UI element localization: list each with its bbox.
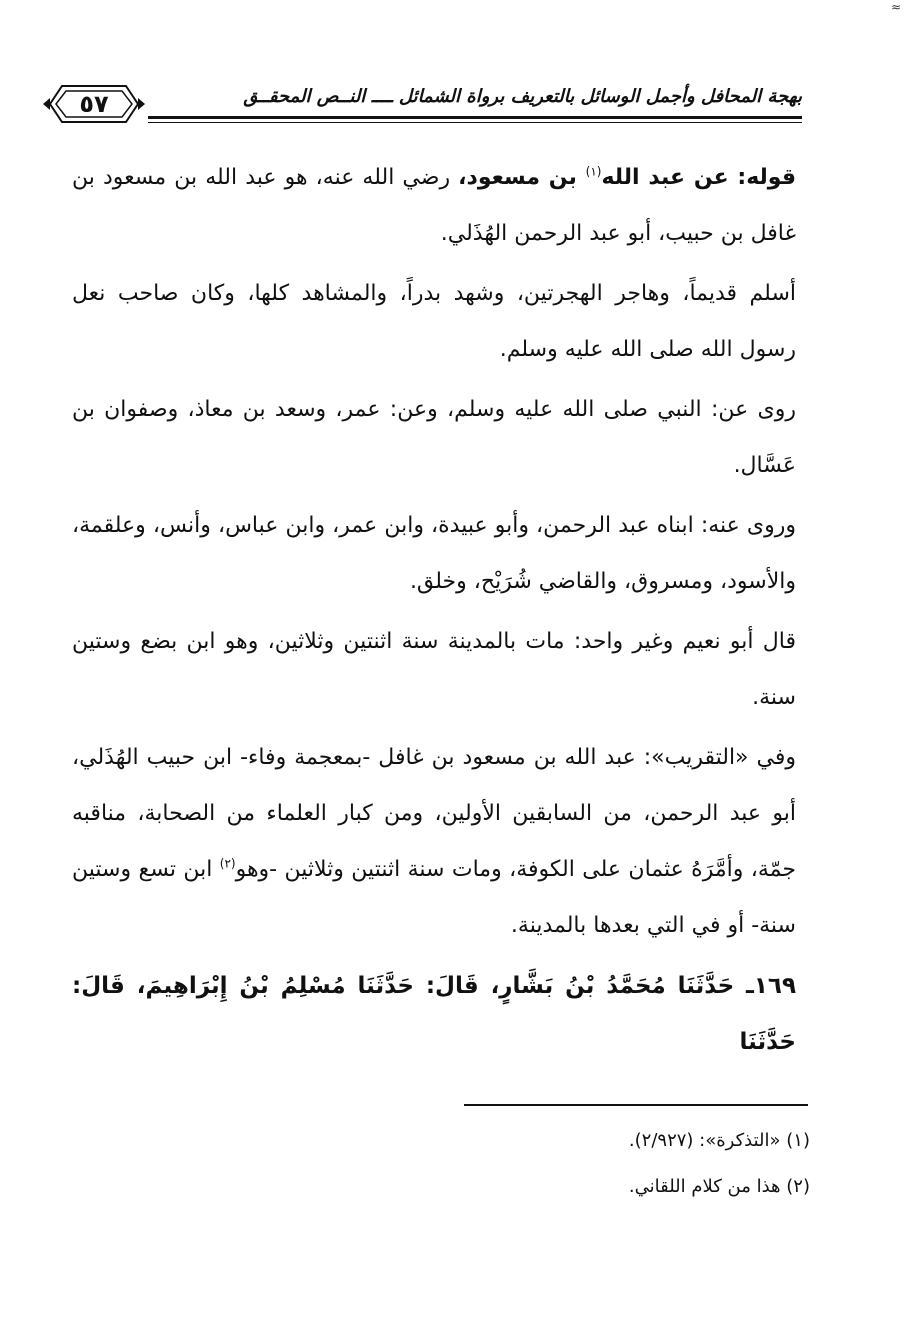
main-text (72, 150, 796, 1074)
paragraph-text-cont: ابن تسع وستين سنة- أو في التي بعدها بالمدينة. (72, 857, 796, 938)
paragraph-narrated-from: روى عن: النبي صلى الله عليه وسلم، وعن: عمر، وسعد بن معاذ، وصفوان بن عَسَّال. (72, 397, 796, 478)
page-header (42, 82, 802, 132)
running-title: بهجة المحافل وأجمل الوسائل بالتعريف برواة الشمائل ــــ النــص المحقــق (243, 86, 802, 107)
hadith-line: ١٦٩ـ حَدَّثَنَا مُحَمَّدُ بْنُ بَشَّارٍ، قَالَ: حَدَّثَنَا مُسْلِمُ بْنُ إِبْرَاهِيمَ، قَالَ: حَدَّثَنَا (72, 973, 796, 1055)
footnote-1: (١) «التذكرة»: (٢/٩٢٧). (628, 1130, 810, 1151)
footnote-rule (464, 1104, 808, 1106)
paragraph-islam: أسلم قديماً، وهاجر الهجرتين، وشهد بدراً، والمشاهد كلها، وكان صاحب نعل رسول الله صلى الله عليه وسلم. (72, 281, 796, 362)
page-number-badge (42, 82, 146, 126)
paragraph-death: قال أبو نعيم وغير واحد: مات بالمدينة سنة اثنتين وثلاثين، وهو ابن بضع وستين سنة. (72, 629, 796, 710)
paragraph-taqrib (72, 730, 796, 954)
quoted-phrase: قوله: عن عبد الله (601, 165, 797, 190)
paragraph-narrated-by: وروى عنه: ابناه عبد الرحمن، وأبو عبيدة، وابن عمر، وابن عباس، وأنس، وعلقمة، والأسود، ومسروق، والقاضي شُرَيْح، وخلق. (72, 513, 796, 594)
footnote-marker-1: (١) (585, 164, 602, 179)
footnote-2: (٢) هذا من كلام اللقاني. (628, 1176, 810, 1197)
footnotes (72, 1118, 810, 1210)
page-number: ٥٧ (79, 90, 109, 118)
footnote-marker-2: (٢) (219, 856, 236, 871)
paragraph-text: رضي الله عنه، هو عبد الله بن مسعود بن غافل بن حبيب، أبو عبد الرحمن الهُذَلي. (72, 165, 796, 246)
quoted-phrase-cont: بن مسعود، (458, 165, 586, 190)
header-rule (148, 116, 802, 123)
corner-mark: ≈ (890, 0, 901, 14)
paragraph-text: وفي «التقريب»: عبد الله بن مسعود بن غافل -بمعجمة وفاء- ابن حبيب الهُذَلي، أبو عبد الرحمن، من السابقين الأولين، ومن كبار العلماء من الصحابة، مناقبه جمّة، وأمَّرَهُ عثمان على الكوفة، ومات سنة اثنتين وثلاثين -وهو (72, 745, 796, 882)
paragraph-intro (72, 150, 796, 262)
